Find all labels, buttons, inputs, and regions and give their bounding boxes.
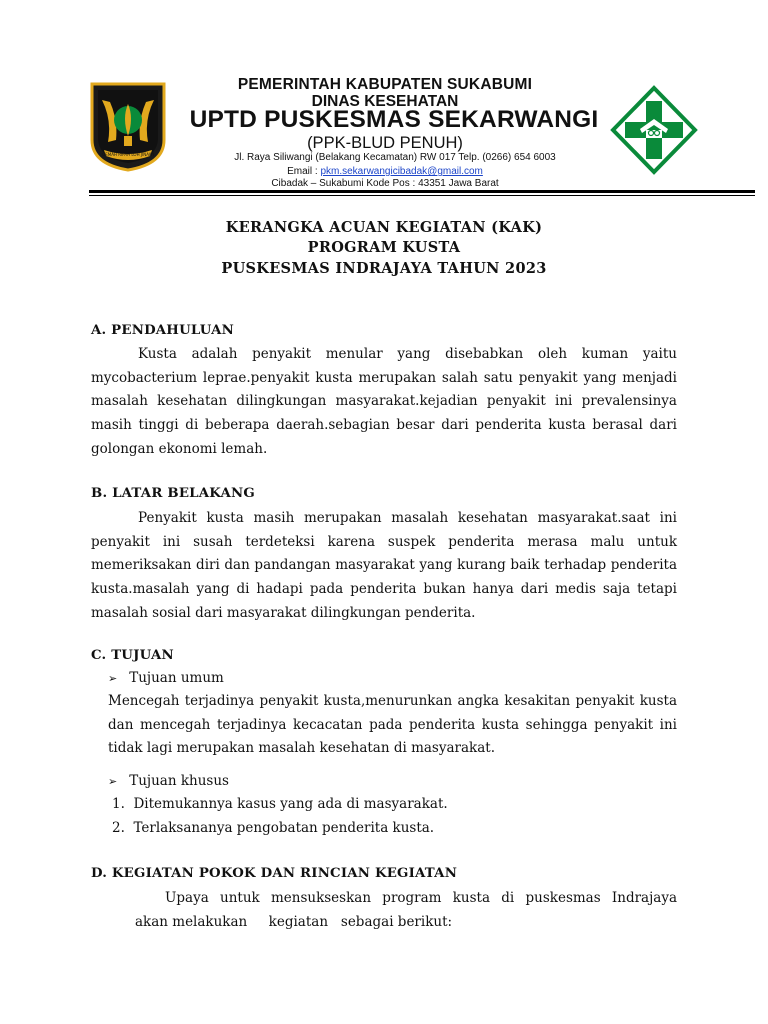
document-title-line-2: PROGRAM KUSTA	[307, 239, 461, 256]
puskesmas-logo	[610, 85, 698, 175]
header-government: PEMERINTAH KABUPATEN SUKABUMI	[237, 76, 533, 93]
section-b-paragraph	[91, 507, 677, 626]
header-email-line	[200, 166, 570, 177]
specific-goal-label: Tujuan khusus	[129, 773, 229, 789]
document-title-line-3: PUSKESMAS INDRAJAYA TAHUN 2023	[221, 260, 547, 277]
section-a-paragraph	[91, 343, 677, 462]
section-d-line-2: akan melakukan kegiatan sebagai berikut:	[135, 913, 453, 930]
specific-goal-item-text: Terlaksananya pengobatan penderita kusta.	[133, 820, 435, 836]
section-a-text: Kusta adalah penyakit menular yang disebabkan oleh kuman yaitu mycobacterium leprae.penyakit kusta merupakan salah satu penyakit yang menjadi masalah kesehatan dilingkungan masyarakat.kejadian penyakit ini prevalensinya masih tinggi di beberapa daerah.sebagian besar dari penderita kusta berasal dari golongan ekonomi lemah.	[91, 346, 677, 457]
header-status: (PPK-BLUD PENUH)	[307, 134, 463, 152]
general-goal-bullet	[108, 670, 224, 686]
section-b-heading: B. LATAR BELAKANG	[91, 486, 255, 501]
specific-goal-bullet	[108, 773, 229, 789]
section-d-line-1: Upaya untuk mensukseskan program kusta di puskesmas Indrajaya	[165, 890, 677, 906]
emblem-motto: GEMAH RIPAH LOH JINAWI	[102, 152, 154, 157]
header-organization: UPTD PUSKESMAS SEKARWANGI	[189, 106, 599, 133]
header-divider-thick	[89, 190, 755, 193]
section-d-paragraph	[135, 887, 677, 934]
specific-goal-item: 1. Ditemukannya kasus yang ada di masyarakat.	[112, 796, 448, 812]
section-a-heading: A. PENDAHULUAN	[91, 323, 234, 338]
section-b-text: Penyakit kusta masih merupakan masalah kesehatan masyarakat.saat ini penyakit ini susah terdeteksi karena suspek penderita merasa malu untuk memeriksakan diri dan pandangan masyarakat yang kurang baik terhadap penderita kusta.masalah yang di hadapi pada penderita bukan hanya dari medis saja tetapi masalah sosial dari masyarakat dilingkungan penderita.	[91, 510, 677, 621]
email-link[interactable]: pkm.sekarwangicibadak@gmail.com	[320, 166, 483, 177]
general-goal-text: Mencegah terjadinya penyakit kusta,menurunkan angka kesakitan penyakit kusta dan mencegah terjadinya kecacatan pada penderita kusta sehingga penyakit ini tidak lagi merupakan masalah kesehatan di masyarakat.	[108, 693, 677, 757]
header-department: DINAS KESEHATAN	[311, 93, 459, 110]
section-c-heading: C. TUJUAN	[91, 648, 174, 663]
header-city: Cibadak – Sukabumi Kode Pos : 43351 Jawa Barat	[271, 178, 499, 189]
header-address: Jl. Raya Siliwangi (Belakang Kecamatan) RW 017 Telp. (0266) 654 6003	[234, 152, 556, 163]
header-divider-thin	[89, 195, 755, 196]
specific-goal-item-text: Ditemukannya kasus yang ada di masyarakat.	[133, 796, 448, 812]
document-title-line-1: KERANGKA ACUAN KEGIATAN (KAK)	[225, 219, 543, 236]
general-goal-paragraph	[108, 690, 677, 761]
section-d-heading: D. KEGIATAN POKOK DAN RINCIAN KEGIATAN	[91, 866, 458, 881]
email-label: Email :	[287, 166, 321, 177]
arrow-bullet-icon: ➢	[108, 775, 118, 788]
sukabumi-emblem-logo	[88, 80, 168, 172]
general-goal-label: Tujuan umum	[129, 670, 224, 686]
specific-goal-item: 2. Terlaksananya pengobatan penderita kusta.	[112, 820, 435, 836]
arrow-bullet-icon: ➢	[108, 672, 118, 685]
